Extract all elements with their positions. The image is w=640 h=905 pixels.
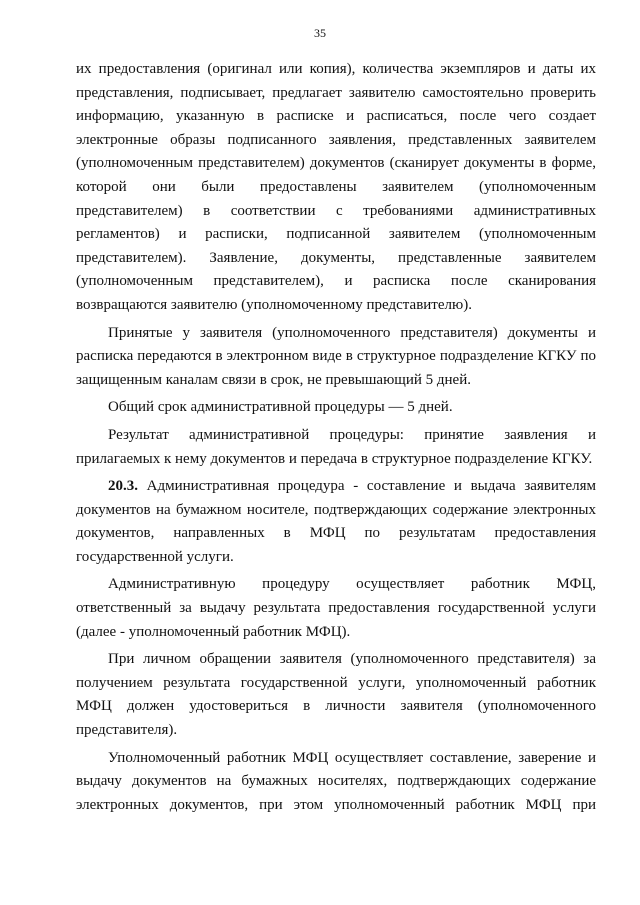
page-number: 35 xyxy=(314,26,326,40)
paragraph-continuation: их предоставления (оригинал или копия), количества экземпляров и даты их представления, подписывает, предлагает заявителю самостоятельно проверить информацию, указанную в расписке и расписаться, после чего создает электронные образы подписанного заявления, представленных заявителем (уполномоченным представителем) документов (сканирует документы в форме, которой они были предоставлены заявителем (уполномоченным представителем) в соответствии с требованиями административных регламентов) и расписки, подписанной заявителем (уполномоченным представителем). Заявление, документы, представленные заявителем (уполномоченным представителем), и расписка после сканирования возвращаются заявителю (уполномоченному представителю). xyxy=(76,61,596,313)
paragraph-personal-visit: При личном обращении заявителя (уполномоченного представителя) за получением результата государственной услуги, уполномоченный работник МФЦ должен удостовериться в личности заявителя (уполномоченного представителя). xyxy=(76,651,596,739)
paragraph-document-issuance: Уполномоченный работник МФЦ осуществляет составление, заверение и выдачу документов на бумажных носителях, подтверждающих содержание электронных документов, при этом уполномоченный работник МФЦ при xyxy=(76,749,596,813)
paragraph-section-20-3 xyxy=(76,475,596,569)
section-number: 20.3. xyxy=(108,478,138,495)
paragraph-total-term: Общий срок административной процедуры — 5 дней. xyxy=(108,399,453,416)
section-text: Административная процедура - составление и выдача заявителям документов на бумажном носителе, подтверждающих содержание электронных документов, направленных в МФЦ по результатам предоставления государственной услуги. xyxy=(76,478,596,565)
paragraph-procedure-result: Результат административной процедуры: принятие заявления и прилагаемых к нему документов и передача в структурное подразделение КГКУ. xyxy=(76,426,596,467)
paragraph-documents-transfer: Принятые у заявителя (уполномоченного представителя) документы и расписка передаются в электронном виде в структурное подразделение КГКУ по защищенным каналам связи в срок, не превышающий 5 дней. xyxy=(76,324,596,388)
document-body xyxy=(76,58,596,821)
paragraph-responsible-worker: Административную процедуру осуществляет работник МФЦ, ответственный за выдачу результата предоставления государственной услуги (далее - уполномоченный работник МФЦ). xyxy=(76,576,596,640)
